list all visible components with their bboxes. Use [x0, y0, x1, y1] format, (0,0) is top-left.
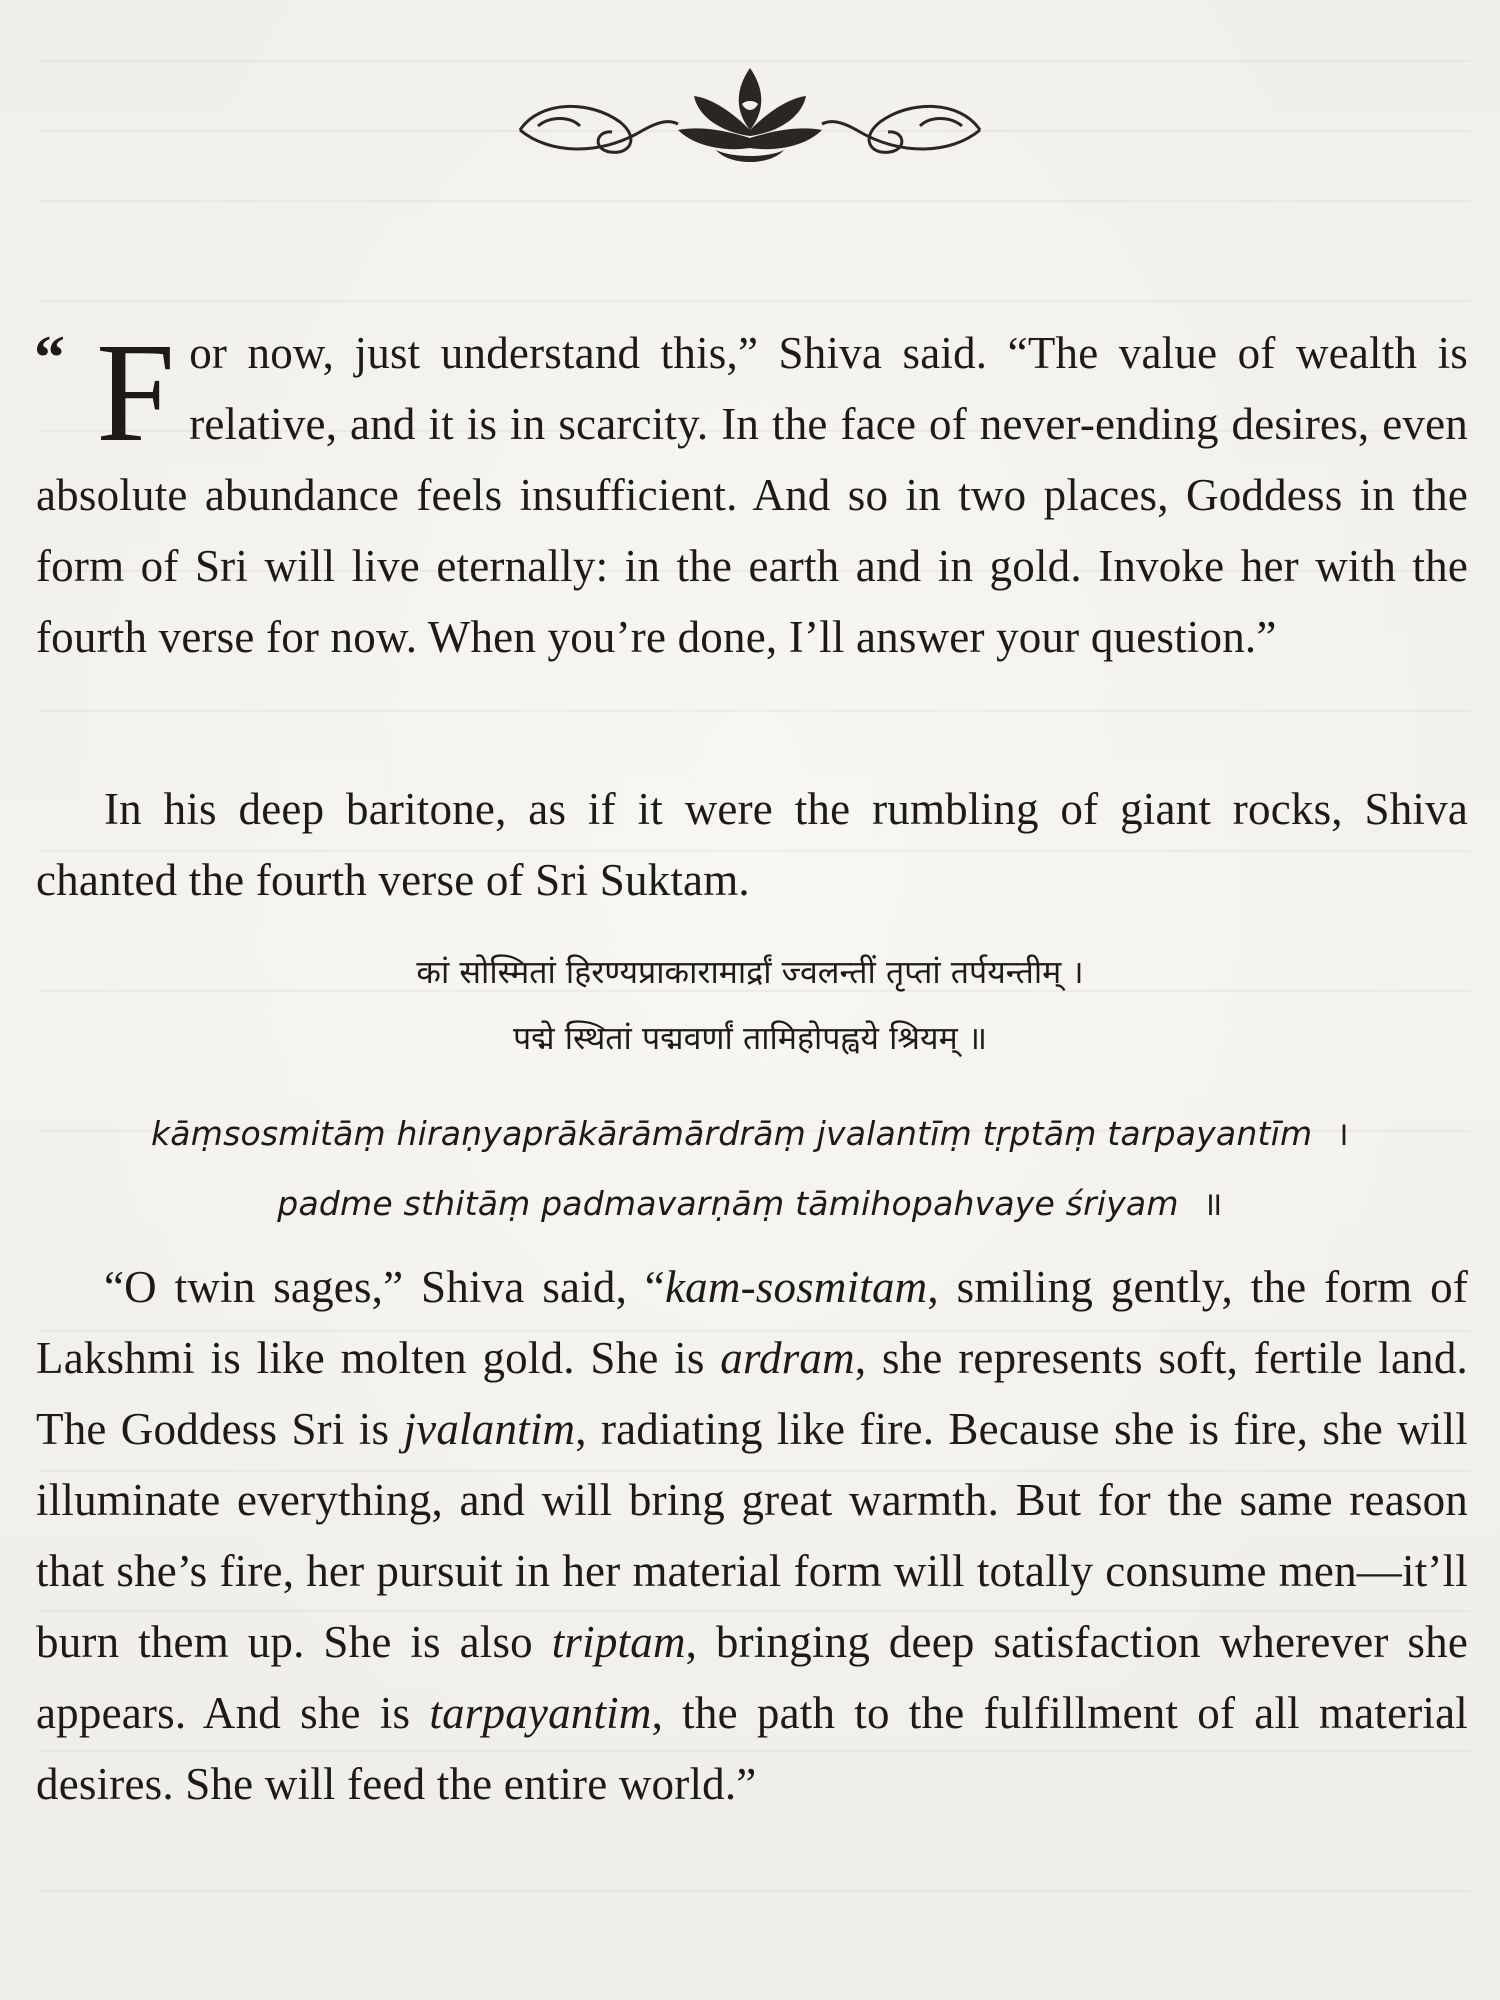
explanation-paragraph: [36, 1252, 1468, 1820]
bleed-line: [40, 300, 1470, 302]
bleed-line: [40, 1890, 1470, 1892]
transliteration-line-1-danda: ।: [1336, 1114, 1350, 1153]
explanation-text-5: , bringing deep satisfaction wherever she appears. And she is: [36, 1617, 1468, 1738]
lotus-icon: [678, 68, 822, 162]
paragraph-opening: [34, 313, 1468, 673]
term-jvalantim: jvalantim: [403, 1404, 576, 1454]
term-ardram: ardram: [720, 1333, 855, 1383]
term-kam-sosmitam: kam-sosmitam: [665, 1262, 928, 1312]
explanation-text-1: “O twin sages,” Shiva said, “: [104, 1262, 665, 1312]
explanation-text-6: , the path to the fulfillment of all material desires. She will feed the entire world.”: [36, 1688, 1469, 1809]
transliteration-line-1: [0, 1112, 1500, 1156]
right-flourish: [822, 106, 980, 152]
opening-paragraph-text: or now, just understand this,” Shiva said. “The value of wealth is relative, and it is in scarcity. In the face of never-ending desires, even absolute abundance feels insufficient. And so in two places, Goddess in the form of Sri will live eternally: in the earth and in gold. Invoke her with the fourth verse for now. When you’re done, I’ll answer your question.”: [36, 328, 1468, 662]
explanation-text-2: , smiling gently, the form of Lakshmi is like molten gold. She is: [36, 1262, 1469, 1383]
explanation-text-4: , radiating like fire. Because she is fire, she will illuminate everything, and will bring great warmth. But for the same reason that she’s fire, her pursuit in her material form will totally consume men—it’ll burn them up. She is also: [36, 1404, 1468, 1667]
transliteration-line-1-text: kāṃsosmitāṃ hiraṇyaprākārāmārdrāṃ jvalantīṃ tṛptāṃ tarpayantīm: [150, 1114, 1313, 1153]
transliteration-line-2-danda: ॥: [1202, 1184, 1223, 1223]
transliteration-line-2: [0, 1182, 1500, 1226]
term-tarpayantim: tarpayantim: [429, 1688, 652, 1738]
drop-cap-letter: F: [96, 313, 176, 471]
sanskrit-verse-line-1: कां सोस्मितां हिरण्यप्राकारामार्द्रां ज्वलन्तीं तृप्तां तर्पयन्तीम् ।: [416, 953, 1084, 991]
bleed-line: [40, 200, 1470, 202]
chant-paragraph-text: In his deep baritone, as if it were the rumbling of giant rocks, Shiva chanted the fourth verse of Sri Suktam.: [36, 784, 1468, 905]
opening-paragraph: [34, 313, 1468, 673]
lotus-flourish-icon: [510, 60, 990, 180]
paragraph-chant: [36, 774, 1468, 916]
explanation-text-3: , she represents soft, fertile land. The Goddess Sri is: [36, 1333, 1468, 1454]
opening-quote-mark: “: [34, 324, 66, 392]
paragraph-explanation: [36, 1252, 1468, 1820]
sanskrit-verse-line-2: पद्मे स्थितां पद्मवर्णां तामिहोपह्वये श्रियम् ॥: [512, 1019, 988, 1057]
bleed-line: [40, 710, 1470, 712]
term-triptam: triptam: [551, 1617, 686, 1667]
left-flourish: [520, 106, 678, 152]
transliteration-line-2-text: padme sthitāṃ padmavarṇāṃ tāmihopahvaye śriyam: [277, 1184, 1179, 1223]
